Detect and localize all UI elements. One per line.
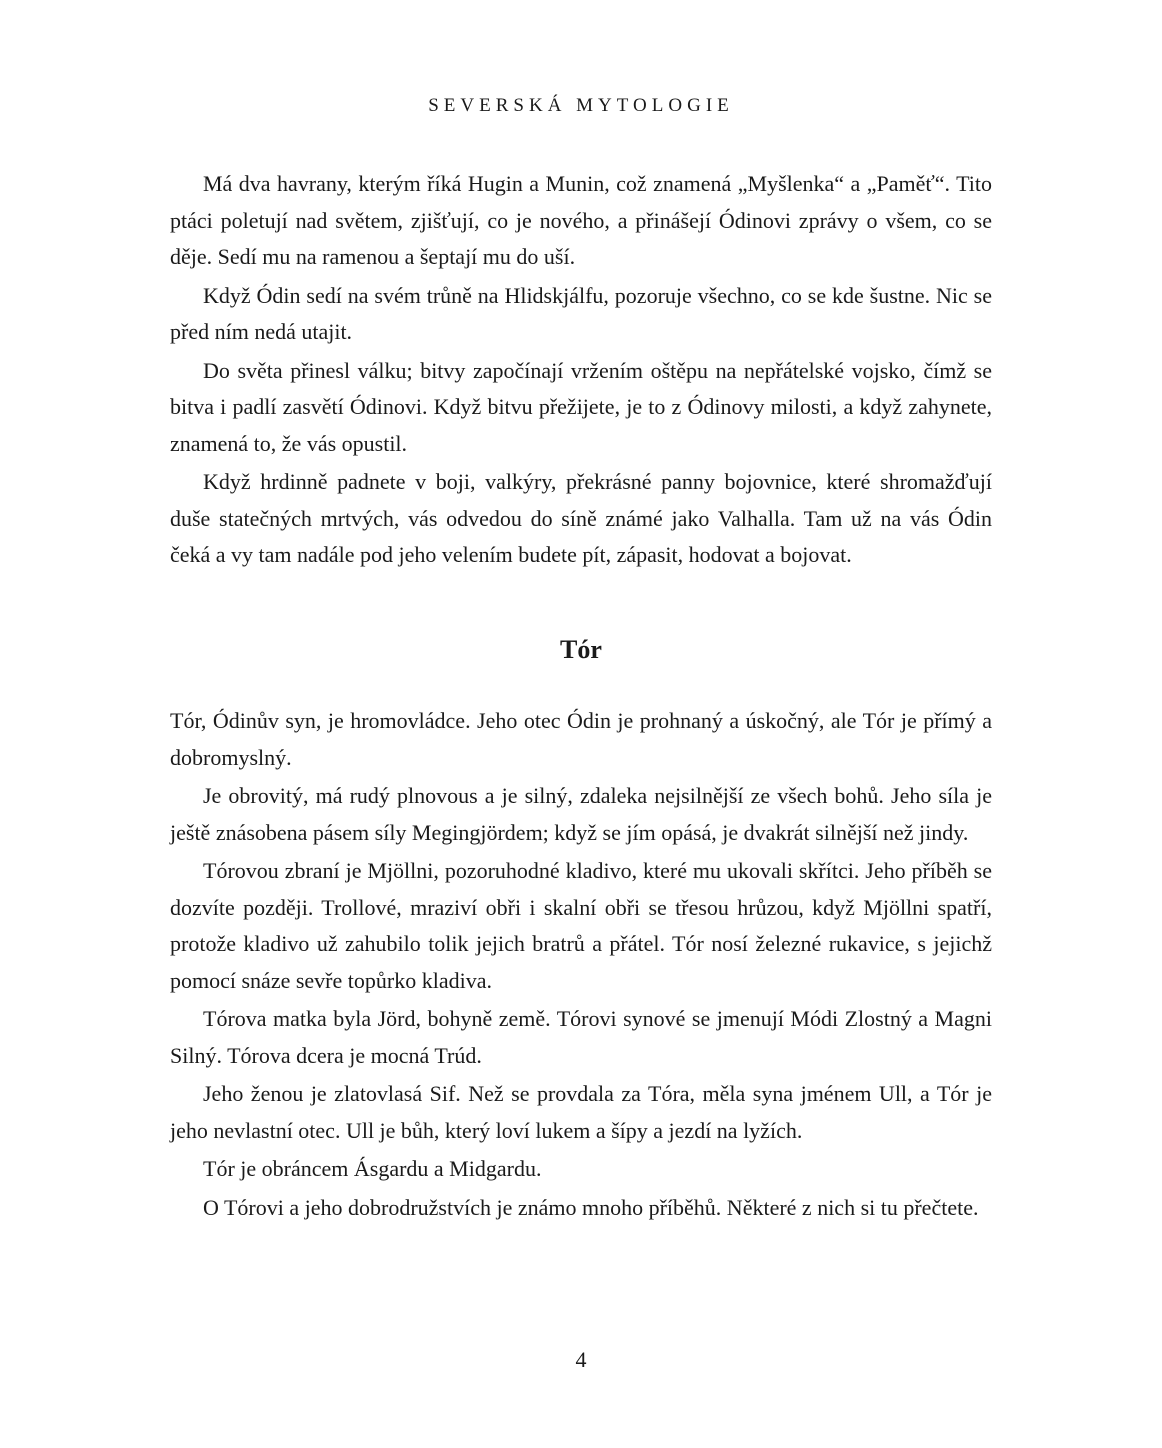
- tor-section: [170, 703, 992, 1228]
- paragraph: Tórovou zbraní je Mjöllni, pozoruhodné kladivo, které mu ukovali skřítci. Jeho příběh se dozvíte později. Trollové, mraziví obři i skalní obři se třesou hrůzou, když Mjöllni spatří, protože kladivo už zahubilo tolik jejich bratrů a přátel. Tór nosí železné rukavice, s jejichž pomocí snáze sevře topůrko kladiva.: [170, 858, 992, 993]
- paragraph: Má dva havrany, kterým říká Hugin a Munin, což znamená „Myšlenka“ a „Paměť“. Tito ptáci poletují nad světem, zjišťují, co je nového, a přinášejí Ódinovi zprávy o všem, co se děje. Sedí mu na ramenou a šeptají mu do uší.: [170, 171, 992, 269]
- paragraph: Když Ódin sedí na svém trůně na Hlidskjálfu, pozoruje všechno, co se kde šustne. Nic se před ním nedá utajit.: [170, 282, 992, 344]
- intro-section: [170, 166, 992, 576]
- paragraph: Tórova matka byla Jörd, bohyně země. Tórovi synové se jmenují Módi Zlostný a Magni Silný. Tórova dcera je mocná Trúd.: [170, 1006, 992, 1068]
- section-heading: Tór: [560, 635, 602, 664]
- paragraph: Jeho ženou je zlatovlasá Sif. Než se provdala za Tóra, měla syna jménem Ull, a Tór je jeho nevlastní otec. Ull je bůh, který loví lukem a šípy a jezdí na lyžích.: [170, 1081, 992, 1143]
- paragraph: Je obrovitý, má rudý plnovous a je silný, zdaleka nejsilnější ze všech bohů. Jeho síla je ještě znásobena pásem síly Megingjördem; když se jím opásá, je dvakrát silnější než jindy.: [170, 783, 992, 845]
- paragraph: Tór, Ódinův syn, je hromovládce. Jeho otec Ódin je prohnaný a úskočný, ale Tór je přímý a dobromyslný.: [170, 708, 992, 770]
- running-header: SEVERSKÁ MYTOLOGIE: [428, 95, 734, 116]
- paragraph: Tór je obráncem Ásgardu a Midgardu.: [203, 1156, 542, 1181]
- paragraph: Do světa přinesl válku; bitvy započínají vržením oštěpu na nepřátelské vojsko, čímž se bitva i padlí zasvětí Ódinovi. Když bitvu přežijete, je to z Ódinovy milosti, a když zahynete, znamená to, že vás opustil.: [170, 357, 992, 456]
- paragraph: O Tórovi a jeho dobrodružstvích je známo mnoho příběhů. Některé z nich si tu přečtete.: [203, 1194, 979, 1220]
- paragraph: Když hrdinně padnete v boji, valkýry, překrásné panny bojovnice, které shromažďují duše statečných mrtvých, vás odvedou do síně známé jako Valhalla. Tam už na vás Ódin čeká a vy tam nadále pod jeho velením budete pít, zápasit, hodovat a bojovat.: [170, 469, 992, 567]
- page-number: 4: [575, 1347, 587, 1372]
